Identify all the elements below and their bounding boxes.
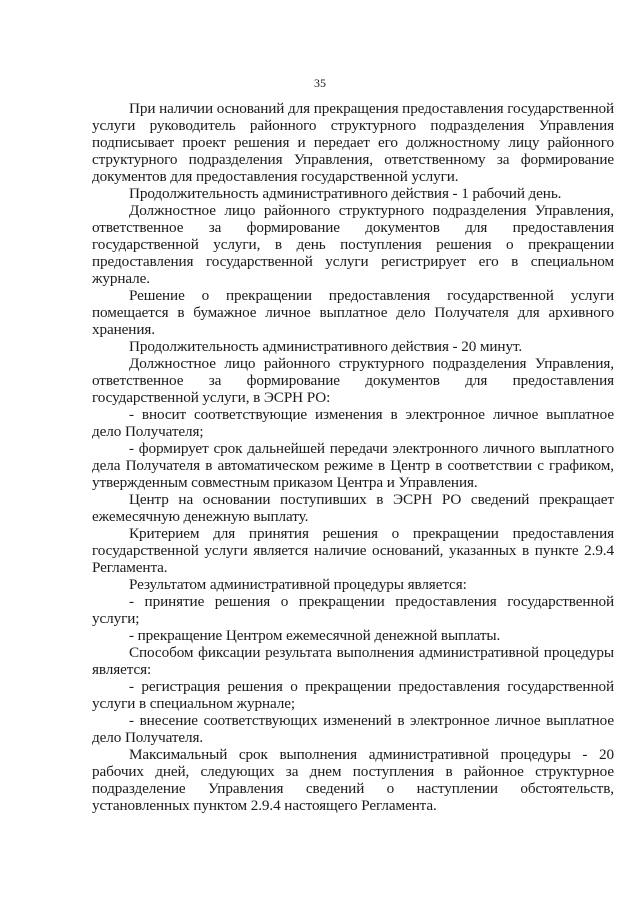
paragraph-3: Должностное лицо районного структурного подразделения Управления, ответственное за формирование документов для предоставления государственной услуги, в день поступления решения о прекращении предоставления государственной услуги регистрирует его в специальном журнале.: [92, 202, 614, 287]
paragraph-17: Максимальный срок выполнения административной процедуры - 20 рабочих дней, следующих за днем поступления в районное структурное подразделение Управления сведений о наступлении обстоятельств, установленных пунктом 2.9.4 настоящего Регламента.: [92, 746, 614, 814]
paragraph-15: - регистрация решения о прекращении предоставления государственной услуги в специальном журнале;: [92, 678, 614, 712]
page-number: 35: [314, 76, 326, 90]
paragraph-4: Решение о прекращении предоставления государственной услуги помещается в бумажное личное выплатное дело Получателя для архивного хранения.: [92, 287, 614, 338]
paragraph-10: Критерием для принятия решения о прекращении предоставления государственной услуги является наличие оснований, указанных в пункте 2.9.4 Регламента.: [92, 525, 614, 576]
document-body: [92, 100, 614, 814]
paragraph-8: - формирует срок дальнейшей передачи электронного личного выплатного дела Получателя в автоматическом режиме в Центр в соответствии с графиком, утвержденным совместным приказом Центра и Управления.: [92, 440, 614, 491]
paragraph-9: Центр на основании поступивших в ЭСРН РО сведений прекращает ежемесячную денежную выплату.: [92, 491, 614, 525]
paragraph-1: При наличии оснований для прекращения предоставления государственной услуги руководитель районного структурного подразделения Управления подписывает проект решения и передает его должностному лицу районного структурного подразделения Управления, ответственному за формирование документов для предоставления государственной услуги.: [92, 100, 614, 185]
paragraph-2: Продолжительность административного действия - 1 рабочий день.: [129, 185, 562, 202]
paragraph-12: - принятие решения о прекращении предоставления государственной услуги;: [92, 593, 614, 627]
paragraph-11: Результатом административной процедуры является:: [129, 576, 467, 593]
paragraph-7: - вносит соответствующие изменения в электронное личное выплатное дело Получателя;: [92, 406, 614, 440]
paragraph-6: Должностное лицо районного структурного подразделения Управления, ответственное за формирование документов для предоставления государственной услуги, в ЭСРН РО:: [92, 355, 614, 406]
paragraph-13: - прекращение Центром ежемесячной денежной выплаты.: [129, 627, 501, 644]
paragraph-16: - внесение соответствующих изменений в электронное личное выплатное дело Получателя.: [92, 712, 614, 746]
paragraph-14: Способом фиксации результата выполнения административной процедуры является:: [92, 644, 614, 678]
paragraph-5: Продолжительность административного действия - 20 минут.: [129, 338, 523, 355]
